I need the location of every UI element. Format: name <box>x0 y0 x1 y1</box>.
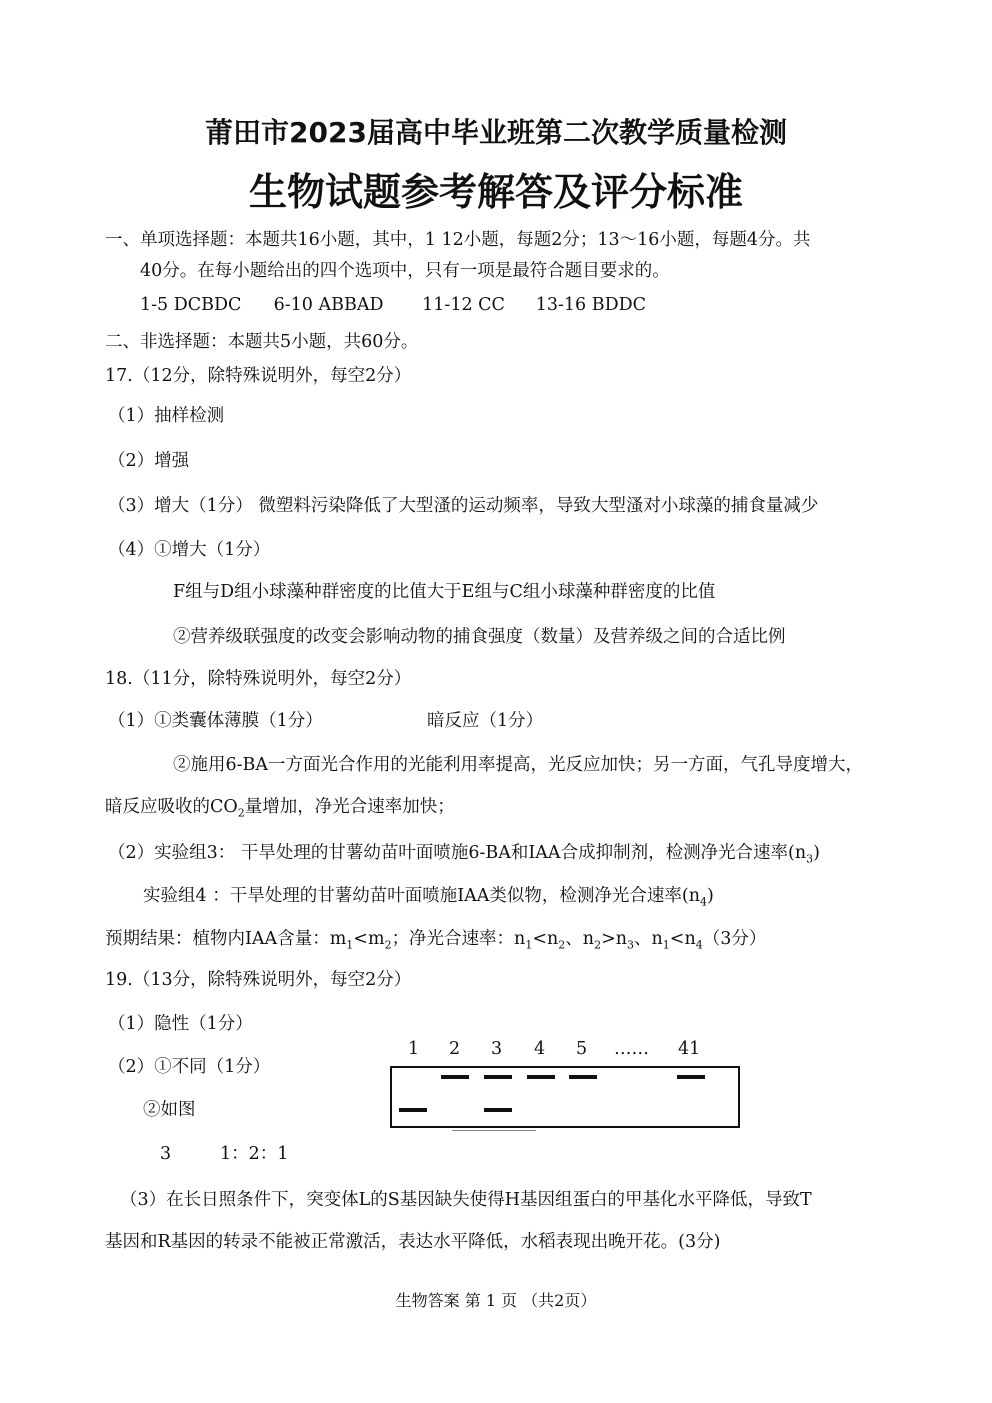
section2-heading: 二、非选择题：本题共5小题，共60分。 <box>105 332 419 352</box>
text: 量增加，净光合速率加快； <box>244 797 455 817</box>
lane-label: 1 <box>408 1039 420 1059</box>
q18-answer-1d <box>105 795 455 819</box>
subscript: 2 <box>594 938 602 952</box>
text: 、n <box>634 929 663 949</box>
q17-answer-4: （4）①增大（1分） <box>108 540 271 560</box>
text: ) <box>706 886 714 906</box>
page-footer: 生物答案 第 1 页 （共2页） <box>395 1291 597 1310</box>
text: <n <box>532 929 559 949</box>
text: 、n <box>565 929 595 949</box>
q17-answer-1: （1）抽样检测 <box>108 406 225 426</box>
q17-answer-4-explanation: F组与D组小球藻种群密度的比值大于E组与C组小球藻种群密度的比值 <box>173 582 716 602</box>
gel-band <box>484 1108 512 1112</box>
q19-answer-2-count: 3 <box>160 1144 172 1164</box>
page-subtitle: 生物试题参考解答及评分标准 <box>248 170 743 214</box>
subscript: 4 <box>695 938 703 952</box>
q19-answer-2: （2）①不同（1分） <box>108 1057 271 1077</box>
gel-band <box>484 1075 512 1079</box>
gel-band <box>527 1075 555 1079</box>
lane-label: 41 <box>678 1039 701 1059</box>
text: 暗反应吸收的CO <box>105 797 238 817</box>
lane-label: 4 <box>534 1039 546 1059</box>
gel-band <box>569 1075 597 1079</box>
q18-answer-1a: （1）①类囊体薄膜（1分） <box>108 711 323 731</box>
gel-band <box>677 1075 705 1079</box>
text: >n <box>601 929 627 949</box>
subscript: 1 <box>525 938 533 952</box>
subscript: 1 <box>346 938 354 952</box>
subscript: 3 <box>627 938 634 952</box>
text: ；净光合速率：n <box>391 929 526 949</box>
multiple-choice-answers <box>140 293 646 317</box>
q18-answer-1c: ②施用6-BA一方面光合作用的光能利用率提高，光反应加快；另一方面，气孔导度增大， <box>173 755 864 775</box>
section1-instruction-line1: 一、单项选择题：本题共16小题，其中，1 12小题，每题2分；13～16小题，每题4分。共 <box>105 230 811 250</box>
text: （2）实验组3： 干旱处理的甘薯幼苗叶面喷施6-BA和IAA合成抑制剂，检测净光合速率(n <box>108 843 807 863</box>
answer-group: 6-10 ABBAD <box>273 295 384 315</box>
subscript: 2 <box>558 938 566 952</box>
text: （3分） <box>702 929 767 949</box>
gel-band <box>399 1108 427 1112</box>
answer-group: 1-5 DCBDC <box>140 295 242 315</box>
q19-answer-2-ratio: 1：2：1 <box>220 1144 289 1164</box>
q17-heading: 17.（12分，除特殊说明外，每空2分） <box>105 366 412 386</box>
q18-answer-1b: 暗反应（1分） <box>427 711 544 731</box>
gel-band <box>441 1075 469 1079</box>
q19-answer-2-figure-ref: ②如图 <box>143 1100 196 1120</box>
q19-answer-3-line1: （3）在长日照条件下，突变体L的S基因缺失使得H基因组蛋白的甲基化水平降低，导致T <box>120 1190 812 1210</box>
text: 实验组4 ：干旱处理的甘薯幼苗叶面喷施IAA类似物，检测净光合速率(n <box>143 886 700 906</box>
q18-answer-2-group4 <box>143 884 714 908</box>
answer-group: 11-12 CC <box>422 295 505 315</box>
q17-answer-2: （2）增强 <box>108 451 190 471</box>
subscript: 4 <box>699 895 707 909</box>
subscript: 2 <box>237 806 245 820</box>
text: <m <box>353 929 385 949</box>
lane-label: 2 <box>449 1039 461 1059</box>
lane-label: 3 <box>491 1039 503 1059</box>
q17-answer-3: （3）增大（1分） 微塑料污染降低了大型溞的运动频率，导致大型溞对小球藻的捕食量减少 <box>108 496 819 516</box>
subscript: 3 <box>806 852 814 866</box>
q19-heading: 19.（13分，除特殊说明外，每空2分） <box>105 970 412 990</box>
answer-group: 13-16 BDDC <box>535 295 647 315</box>
subscript: 1 <box>662 938 670 952</box>
q19-answer-3-line2: 基因和R基因的转录不能被正常激活，表达水平降低，水稻表现出晚开花。(3分) <box>105 1232 721 1252</box>
q18-heading: 18.（11分，除特殊说明外，每空2分） <box>105 669 412 689</box>
text: 预期结果：植物内IAA含量：m <box>105 929 347 949</box>
lane-label: 5 <box>576 1039 588 1059</box>
gel-underline <box>452 1130 536 1131</box>
q19-answer-1: （1）隐性（1分） <box>108 1014 253 1034</box>
text: ) <box>813 843 820 863</box>
section1-instruction-line2: 40分。在每小题给出的四个选项中，只有一项是最符合题目要求的。 <box>140 261 670 281</box>
q18-expected-result <box>105 927 766 951</box>
subscript: 2 <box>384 938 392 952</box>
text: <n <box>669 929 696 949</box>
q17-answer-4-part2: ②营养级联强度的改变会影响动物的捕食强度（数量）及营养级之间的合适比例 <box>173 627 786 647</box>
q18-answer-2-group3 <box>108 841 820 865</box>
page-title: 莆田市2023届高中毕业班第二次教学质量检测 <box>205 116 787 149</box>
lane-label: …… <box>614 1039 649 1059</box>
